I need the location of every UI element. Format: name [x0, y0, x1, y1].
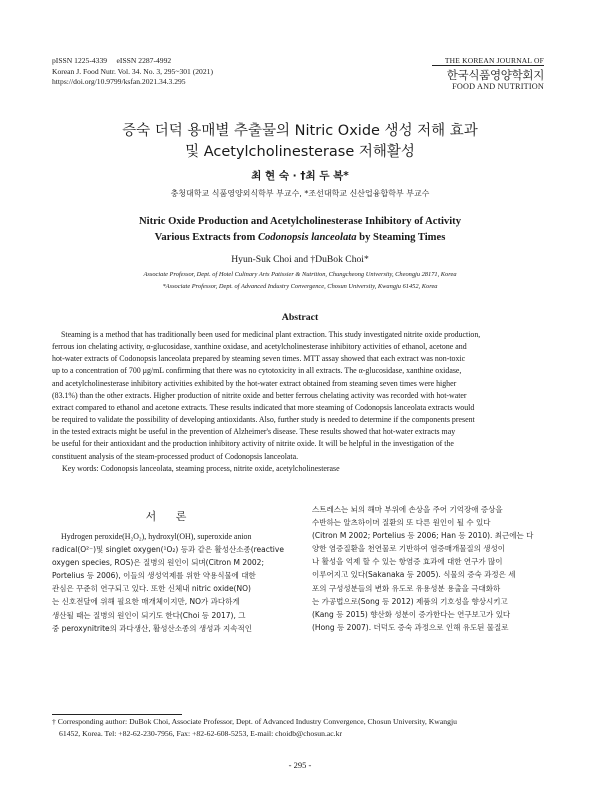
abstract-line: hot-water extracts of Codonopsis lanceolata prepared by steaming seven times. MTT assay showed that each extract was non-toxic	[52, 354, 466, 364]
left-column-line: 관심은 꾸준히 연구되고 있다. 또한 신체내 nitric oxide(NO)	[52, 584, 251, 594]
abstract-line: Steaming is a method that has traditionally been used for medicinal plant extraction. This study investigated nitrite oxide production,	[61, 330, 481, 339]
right-column-line: 포의 구성성분들의 변화 유도로 유용성분 용출을 극대화하	[312, 583, 501, 593]
left-column-line: 생산될 때는 질병의 원인이 되기도 한다(Choi 등 2017), 그	[52, 610, 246, 620]
right-column-line: 이루어지고 있다(Sakanaka 등 2005). 식물의 증숙 과정은 세	[312, 570, 516, 580]
abstract-heading: Abstract	[281, 312, 319, 323]
left-column-line: Portelius 등 2006), 이들의 생성억제를 위한 약용식물에 대한	[52, 571, 256, 581]
right-column-line: 는 가공법으로(Song 등 2012) 제품의 기호성을 향상시키고	[312, 596, 508, 606]
journal-name-kr: 한국식품영양학회지	[446, 68, 544, 82]
footnote-line-2[interactable]: 61452, Korea. Tel: +82-62-230-7956, Fax: +82-62-608-5253, E-mail: choidb@chosun.ac.kr	[59, 728, 343, 738]
abstract-line: (83.1%) than the other extracts. Higher production of nitrite oxide and better ferrous chelating activity was recorded with hot-water	[52, 390, 467, 400]
left-column	[52, 530, 288, 635]
korean-title-line-2: 및 Acetylcholinesterase 저해활성	[185, 144, 415, 160]
english-affiliation-2: *Associate Professor, Dept. of Advanced Industry Convergence, Chosun University, Kwangju 61452, Korea	[162, 283, 438, 290]
journal-reference: Korean J. Food Nutr. Vol. 34. No. 3, 295~301 (2021)	[52, 66, 213, 76]
abstract-line: constituent analysis of the steam-processed product of Codonopsis lanceolata.	[52, 451, 299, 461]
left-column-line: 는 신호전달에 위해 필요한 매개체이지만, NO가 과다하게	[52, 597, 240, 607]
issn-line: pISSN 1225-4339 eISSN 2287-4992	[52, 56, 172, 65]
page-number: - 295 -	[288, 760, 312, 770]
english-title-line-1: Nitric Oxide Production and Acetylcholinesterase Inhibitory of Activity	[138, 216, 461, 227]
korean-authors: 최 현 숙 · †최 두 복*	[251, 170, 349, 182]
corresponding-author-footnote	[52, 716, 548, 739]
left-column-line: Hydrogen peroxide(H₂O₂), hydroxyl(OH), superoxide anion	[61, 532, 252, 541]
english-authors: Hyun-Suk Choi and †DuBok Choi*	[231, 254, 369, 265]
korean-affiliation: 충청대학교 식품영양외식학부 부교수, *조선대학교 신산업융합학부 부교수	[170, 189, 430, 198]
abstract-line: up to a concentration of 700 μg/mL confirming that there was no cytotoxicity in all extracts. The α-glucosidase, xanthine oxidase,	[52, 366, 462, 376]
english-affiliation-1: Associate Professor, Dept. of Hotel Culinary Arts Patissier & Nutrition, Chungcheong University, Cheongju 28171, Korea	[143, 271, 457, 278]
english-title-line-2	[0, 230, 600, 246]
korean-title	[0, 121, 600, 163]
journal-name-en-bottom: FOOD AND NUTRITION	[452, 82, 544, 91]
keywords: Key words: Codonopsis lanceolata, steaming process, nitrite oxide, acetylcholinesterase	[62, 464, 340, 473]
right-column-line: (Citron M 2002; Portelius 등 2006; Han 등 2010). 최근에는 다	[312, 531, 534, 541]
right-column-line: 수반하는 알츠하이머 질환의 또 다른 원인이 될 수 있다	[312, 518, 491, 528]
right-column-line: (Hong 등 2007). 더덕도 증숙 과정으로 인해 유도된 물질로	[312, 622, 509, 632]
english-title-suffix: by Steaming Times	[356, 232, 446, 243]
abstract-line: and acetylcholinesterase inhibitory activities exhibited by the hot-water extract obtained from steaming seven times were higher	[52, 378, 457, 388]
journal-header-left	[52, 56, 213, 88]
doi-link[interactable]: https://doi.org/10.9799/ksfan.2021.34.3.295	[52, 77, 186, 87]
left-column-line: oxygen species, ROS)은 질병의 원인이 되며(Citron M 2002;	[52, 558, 264, 568]
left-column-line: radical(O²⁻)및 singlet oxygen(¹O₂) 등과 같은 활성산소종(reactive	[52, 545, 284, 555]
footnote-rule	[52, 714, 182, 715]
english-title-prefix: Various Extracts from	[154, 232, 258, 243]
korean-title-line-1: 증숙 더덕 용매별 추출물의 Nitric Oxide 생성 저해 효과	[122, 123, 478, 139]
masthead-rule	[432, 65, 544, 66]
english-title-species: Codonopsis lanceolata	[257, 232, 357, 243]
abstract-line: in the tested extracts might be useful in the prevention of Alzheimer's disease. These results showed that hot-water extracts may	[52, 427, 456, 437]
section-heading-introduction: 서 론	[145, 510, 195, 523]
abstract-line: ferrous ion chelating activity, α-glucosidase, xanthine oxidase, and acetylcholinesterase inhibitory activities of ethanol, acetone and	[52, 342, 467, 352]
abstract-line: be useful for their antioxidant and the production inhibitory activity of nitrite oxide. It will be helpful in the investigation of the	[52, 439, 454, 449]
journal-masthead	[432, 56, 544, 91]
footnote-line-1: † Corresponding author: DuBok Choi, Associate Professor, Dept. of Advanced Industry Convergence, Chosun University, Kwangju	[52, 717, 457, 726]
abstract-line: be required to validate the possibility of developing antioxidants. Also, further study is needed to determine if the components present	[52, 415, 475, 425]
right-column	[312, 503, 548, 634]
abstract-line: extract compared to ethanol and acetone extracts. These results indicated that more steaming of Codonopsis lanceolata extracts would	[52, 402, 475, 412]
abstract-body	[52, 329, 548, 463]
right-column-line: 스트레스는 뇌의 해마 부위에 손상을 주어 기억장애 증상을	[312, 505, 503, 514]
journal-name-en-top: THE KOREAN JOURNAL OF	[444, 56, 544, 65]
left-column-line: 중 peroxynitrite의 과다생산, 활성산소종의 생성과 지속적인	[52, 623, 252, 633]
right-column-line: 나 활성을 억제 할 수 있는 항염증 효과에 대한 연구가 많이	[312, 557, 503, 567]
english-title	[0, 214, 600, 246]
right-column-line: (Kang 등 2015) 향산화 성분이 증가한다는 연구보고가 있다	[312, 609, 511, 619]
right-column-line: 양한 염증질환을 천연물로 기반하여 염증매개물질의 생성이	[312, 544, 506, 554]
